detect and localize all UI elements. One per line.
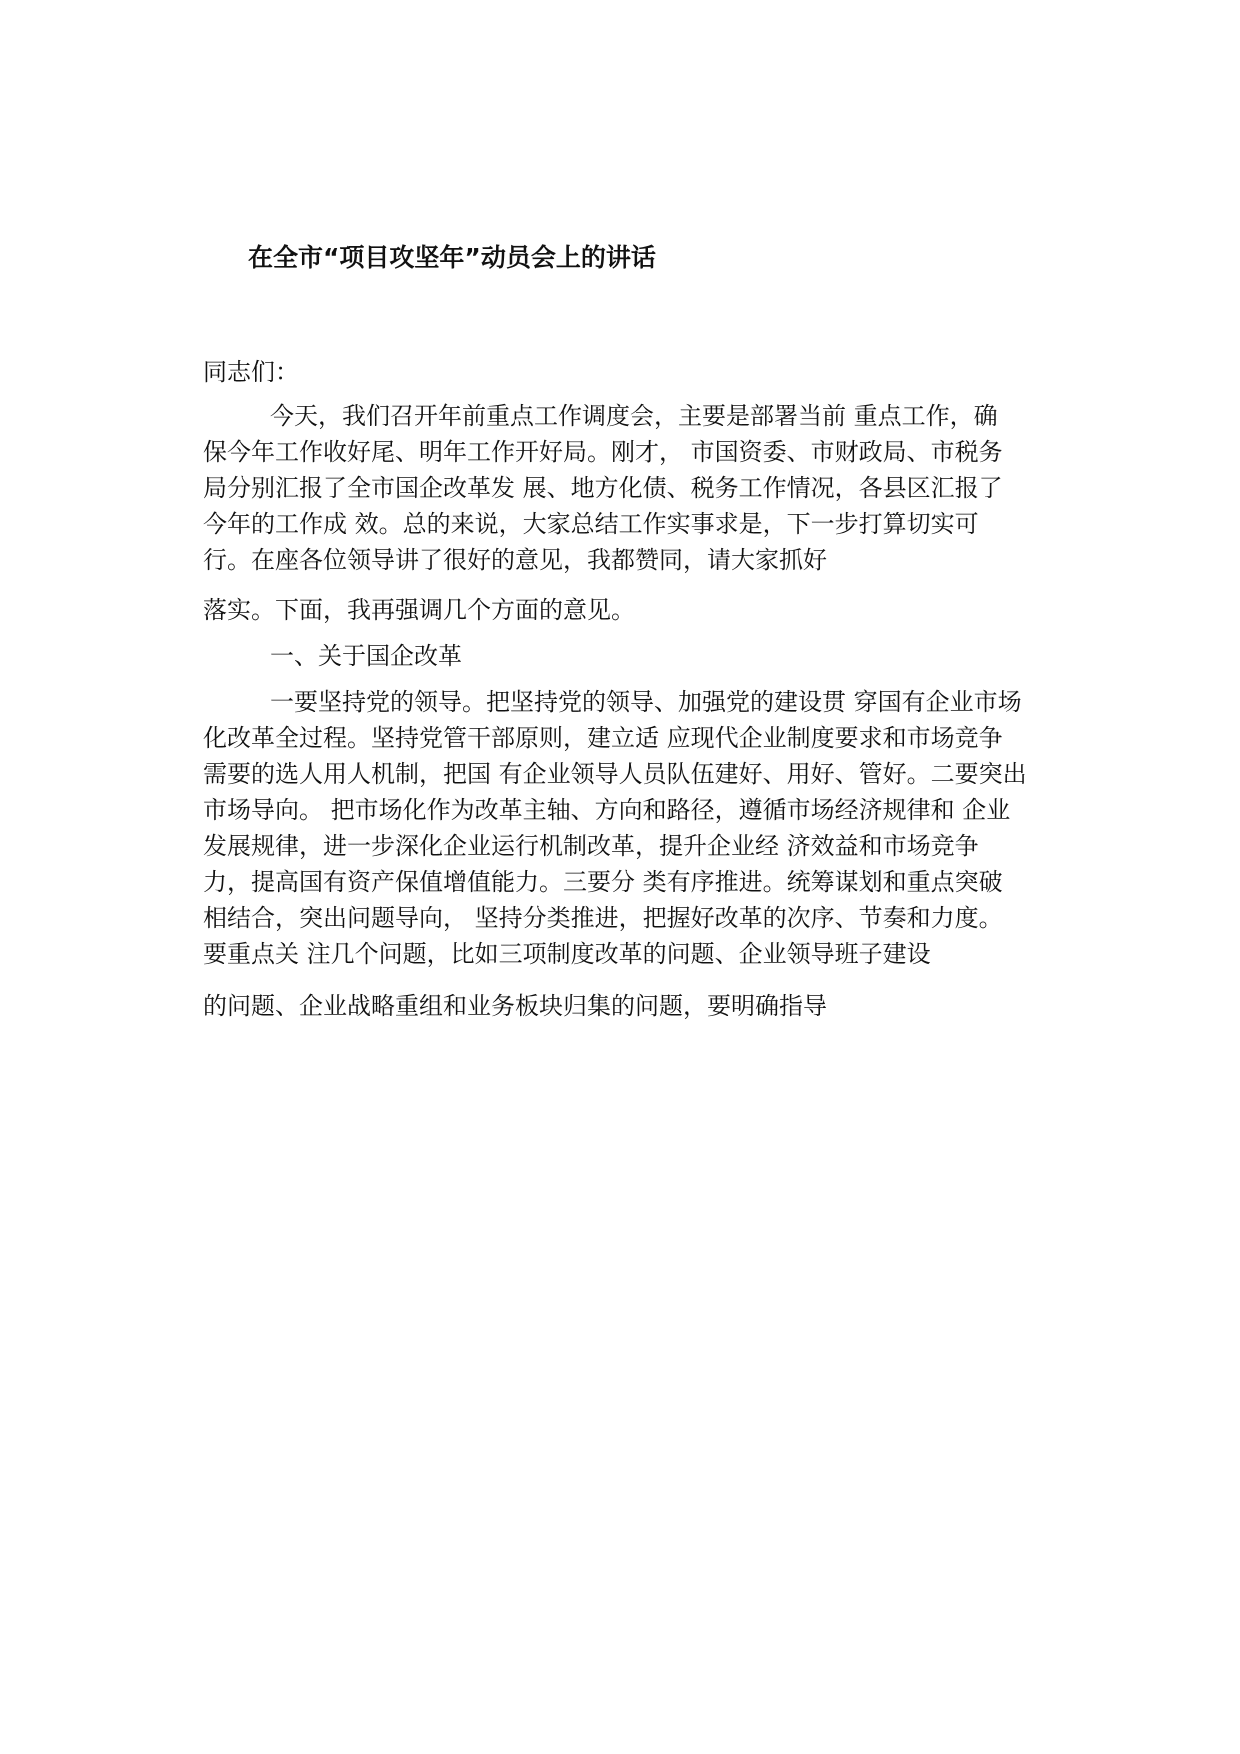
paragraph-line-12: 力，提高国有资产保值增值能力。三要分 类有序推进。统筹谋划和重点突破 (203, 868, 1003, 896)
paragraph-line-11: 发展规律，进一步深化企业运行机制改革，提升企业经 济效益和市场竞争 (203, 832, 979, 860)
document-title: 在全市“项目攻坚年”动员会上的讲话 (248, 243, 656, 272)
paragraph-line-5: 行。在座各位领导讲了很好的意见，我都赞同，请大家抓好 (203, 546, 827, 574)
paragraph-line-4: 今年的工作成 效。总的来说，大家总结工作实事求是，下一步打算切实可 (203, 510, 979, 538)
salutation: 同志们： (203, 358, 299, 386)
paragraph-line-15: 的问题、企业战略重组和业务板块归集的问题，要明确指导 (203, 992, 827, 1020)
paragraph-line-2: 保今年工作收好尾、明年工作开好局。刚才， 市国资委、市财政局、市税务 (203, 438, 1003, 466)
paragraph-line-13: 相结合，突出问题导向， 坚持分类推进，把握好改革的次序、节奏和力度。 (203, 904, 1003, 932)
paragraph-line-9: 需要的选人用人机制，把国 有企业领导人员队伍建好、用好、管好。二要突出 (203, 760, 1027, 788)
paragraph-line-3: 局分别汇报了全市国企改革发 展、地方化债、税务工作情况，各县区汇报了 (203, 474, 1003, 502)
paragraph-line-1: 今天，我们召开年前重点工作调度会，主要是部署当前 重点工作，确 (270, 402, 998, 430)
paragraph-line-7: 一要坚持党的领导。把坚持党的领导、加强党的建设贯 穿国有企业市场 (270, 688, 1022, 716)
section-heading-1: 一、关于国企改革 (270, 642, 462, 670)
paragraph-line-10: 市场导向。 把市场化作为改革主轴、方向和路径，遵循市场经济规律和 企业 (203, 796, 1011, 824)
paragraph-line-6: 落实。下面，我再强调几个方面的意见。 (203, 596, 635, 624)
paragraph-line-14: 要重点关 注几个问题，比如三项制度改革的问题、企业领导班子建设 (203, 940, 931, 968)
paragraph-line-8: 化改革全过程。坚持党管干部原则，建立适 应现代企业制度要求和市场竞争 (203, 724, 1003, 752)
